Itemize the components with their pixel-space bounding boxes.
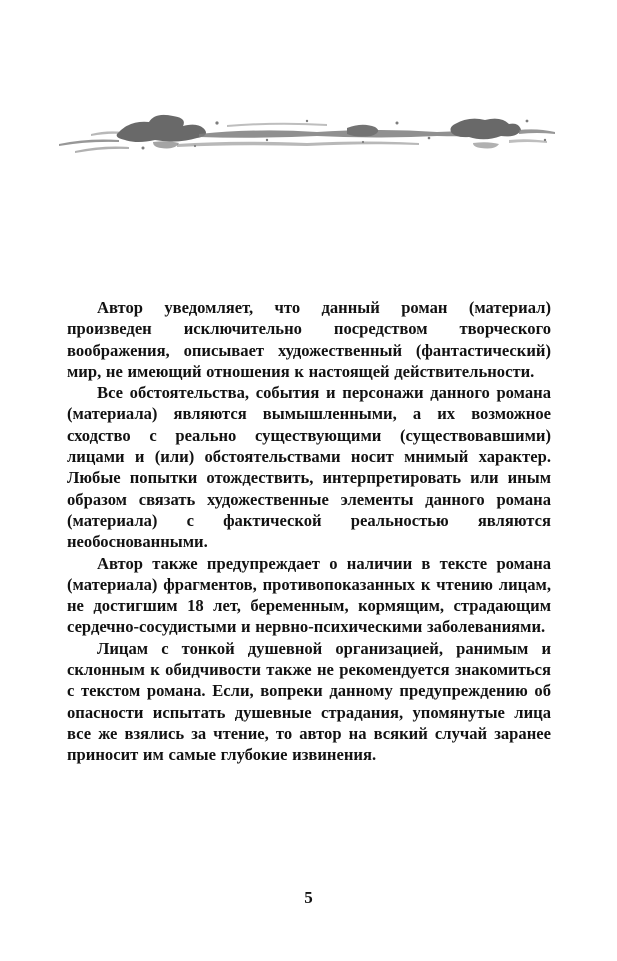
paragraph-apology: Лицам с тонкой душевной организацией, ранимым и склонным к обидчивости также не рекомендуется знакомиться с текстом романа. Если, вопреки данному предупреждению об опасности испытать душевные страдания, упомянутые лица все же взялись за чтение, то автор на всякий случай заранее приносит им самые глубокие извинения. xyxy=(67,638,551,765)
paragraph-health-warning: Автор также предупреждает о наличии в тексте романа (материала) фрагментов, противопоказанных к чтению лицам, не достигшим 18 лет, беременным, кормящим, страдающим сердечно-сосудистыми и нервно-психическими заболеваниями. xyxy=(67,553,551,637)
page-number: 5 xyxy=(304,888,313,907)
ink-splash-ornament xyxy=(56,110,558,168)
paragraph-author-notice: Автор уведомляет, что данный роман (материал) произведен исключительно посредством творческого воображения, описывает художественный (фантастический) мир, не имеющий отношения к настоящей действительности. xyxy=(67,298,551,381)
disclaimer-text xyxy=(67,297,551,766)
paragraph-fictional-disclaimer: Все обстоятельства, события и персонажи данного романа (материала) являются вымышленными, а их возможное сходство с реально существующими (существовавшими) лицами и (или) обстоятельствами носит мнимый характер. Любые попытки отождествить, интерпретировать или иным образом связать художественные элементы данного романа (материала) с фактической реальностью являются необоснованными. xyxy=(67,383,551,552)
